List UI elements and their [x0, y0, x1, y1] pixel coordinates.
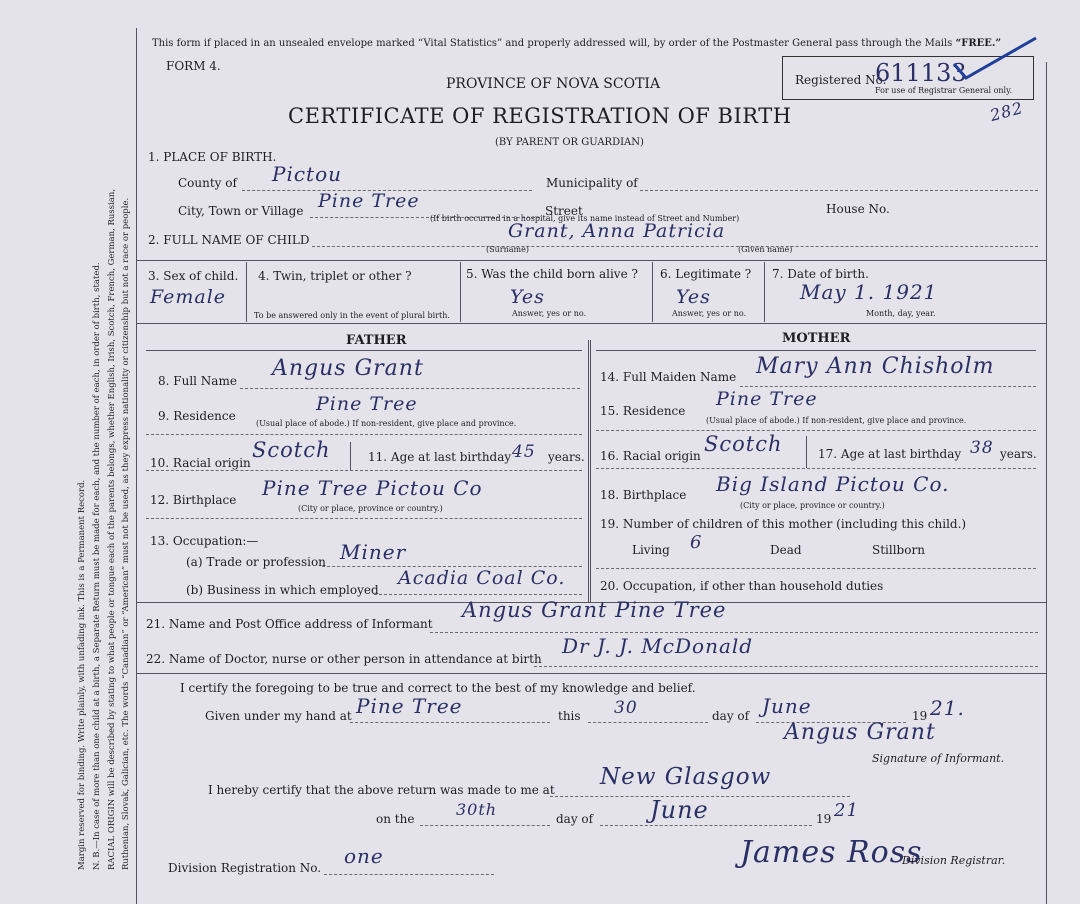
mother-racial-divider [806, 436, 807, 468]
mother-residence-note: (Usual place of abode.) If non-resident, give place and province. [706, 416, 967, 425]
registrar-day-of-label: day of [556, 812, 594, 826]
registrar-year-prefix: 19 [816, 812, 832, 826]
rule-1 [136, 260, 1046, 261]
left-border [136, 28, 137, 904]
living-value: 6 [690, 532, 703, 553]
doctor-line [534, 666, 1038, 667]
year-value: 21. [930, 696, 965, 720]
father-business-value: Acadia Coal Co. [398, 567, 566, 589]
divider-2 [460, 262, 461, 322]
margin-note-1: Margin reserved for binding. Write plainly, with unfading ink. This is a Permanent Record. [77, 479, 87, 870]
mother-residence-label: 15. Residence [600, 404, 686, 418]
registrar-signature-label: Division Registrar. [902, 854, 1006, 867]
father-trade-value: Miner [340, 540, 407, 564]
divider-4 [764, 262, 765, 322]
informant-line [430, 632, 1038, 633]
father-row-line-1 [146, 434, 582, 435]
father-birthplace-label: 12. Birthplace [150, 493, 237, 507]
certify-text: I certify the foregoing to be true and correct to the best of my knowledge and belief. [180, 681, 696, 695]
father-trade-label: (a) Trade or profession [186, 555, 326, 569]
father-age-unit: years. [548, 450, 585, 464]
given-place-line [350, 722, 550, 723]
legitimate-label: 6. Legitimate ? [660, 267, 752, 281]
registered-label: Registered No. [795, 73, 887, 87]
mother-children-label: 19. Number of children of this mother (including this child.) [600, 517, 967, 531]
division-value: one [344, 844, 384, 868]
mother-age-value: 38 [970, 438, 994, 458]
this-label: this [558, 709, 581, 723]
doctor-label: 22. Name of Doctor, nurse or other person in attendance at birth [146, 652, 542, 666]
father-name-value: Angus Grant [272, 356, 424, 381]
father-row-line-3 [146, 518, 582, 519]
registrar-day-line [420, 825, 550, 826]
mother-racial-label: 16. Racial origin [600, 449, 701, 463]
registered-number: 611133 [875, 59, 967, 87]
municipality-label: Municipality of [546, 176, 638, 190]
mother-residence-value: Pine Tree [716, 388, 818, 410]
form-number: FORM 4. [166, 59, 221, 73]
twin-label: 4. Twin, triplet or other ? [258, 269, 412, 283]
father-heading: FATHER [346, 333, 407, 348]
given-name-note: (Given name) [738, 245, 793, 254]
postal-note: This form if placed in an unsealed envelope marked “Vital Statistics” and properly addressed will, by order of the Postmaster General pass through the Mails “FREE.” [152, 38, 1002, 49]
father-age-value: 45 [512, 442, 536, 462]
registrar-certify-text: I hereby certify that the above return was made to me at [208, 783, 555, 797]
county-label: County of [178, 176, 237, 190]
mother-age-label: 17. Age at last birthday [818, 447, 962, 461]
father-business-line [374, 594, 582, 595]
mother-rule [596, 350, 1036, 351]
place-of-birth-heading: 1. PLACE OF BIRTH. [148, 150, 277, 164]
surname-note: (Surname) [486, 245, 529, 254]
day-line [588, 722, 708, 723]
registrar-note: For use of Registrar General only. [875, 86, 1013, 95]
mother-occupation-label: 20. Occupation, if other than household duties [600, 579, 884, 593]
street-label: Street [545, 204, 583, 218]
legitimate-note: Answer, yes or no. [672, 309, 747, 318]
twin-note: To be answered only in the event of plural birth. [254, 311, 450, 320]
house-label: House No. [826, 202, 890, 216]
mother-birthplace-label: 18. Birthplace [600, 488, 687, 502]
registrar-month-line [600, 825, 812, 826]
year-prefix: 19 [912, 709, 928, 723]
registrar-month-value: June [650, 796, 709, 824]
father-racial-value: Scotch [252, 438, 331, 462]
child-name-line [312, 246, 1038, 247]
father-birthplace-value: Pine Tree Pictou Co [262, 476, 483, 500]
month-value: June [762, 694, 812, 718]
mother-heading: MOTHER [782, 331, 851, 346]
city-label: City, Town or Village [178, 204, 304, 218]
sex-label: 3. Sex of child. [148, 269, 239, 283]
father-name-line [240, 388, 580, 389]
mother-row-line-3 [596, 568, 1036, 569]
division-label: Division Registration No. [168, 861, 322, 875]
corner-mark: 282 [987, 97, 1026, 126]
county-value: Pictou [272, 162, 343, 186]
child-name-label: 2. FULL NAME OF CHILD [148, 233, 310, 247]
mother-age-unit: years. [1000, 447, 1037, 461]
legitimate-value: Yes [676, 286, 711, 308]
rule-4 [136, 673, 1046, 674]
divider-3 [652, 262, 653, 322]
father-residence-label: 9. Residence [158, 409, 236, 423]
check-mark-icon [950, 34, 1040, 84]
on-the-label: on the [376, 812, 415, 826]
informant-value: Angus Grant Pine Tree [462, 598, 727, 622]
alive-value: Yes [510, 286, 545, 308]
father-residence-value: Pine Tree [316, 393, 418, 415]
day-of-label: day of [712, 709, 750, 723]
margin-note-3: RACIAL ORIGIN will be described by stating to what people or tongue each of the parents belongs, whether English, Irish, Scotch, French, German, Russian, [107, 188, 117, 870]
division-line [324, 874, 494, 875]
informant-label: 21. Name and Post Office address of Informant [146, 617, 433, 631]
registrar-year-value: 21 [834, 800, 859, 821]
margin-note-4: Ruthenian, Slovak, Galician, etc. The words “Canadian” or “American” must not be used, as they express nationality or citizenship but not a race or people. [121, 197, 131, 870]
certificate-title: CERTIFICATE OF REGISTRATION OF BIRTH [288, 104, 792, 128]
father-birthplace-note: (City or place, province or country.) [298, 504, 443, 513]
stillborn-label: Stillborn [872, 543, 925, 557]
informant-signature: Angus Grant [784, 720, 936, 745]
dob-value: May 1. 1921 [800, 280, 938, 304]
mother-name-line [740, 386, 1036, 387]
father-rule [146, 350, 582, 351]
mother-row-line-2 [596, 468, 1036, 469]
certificate-subtitle: (BY PARENT OR GUARDIAN) [495, 137, 644, 148]
father-row-line-2 [146, 470, 582, 471]
dob-note: Month, day, year. [866, 309, 936, 318]
father-name-label: 8. Full Name [158, 374, 237, 388]
municipality-line [640, 190, 1038, 191]
father-racial-divider [350, 442, 351, 470]
margin-notes [0, 0, 140, 904]
hospital-note: (If birth occurred in a hospital, give its name instead of Street and Number) [430, 214, 740, 223]
living-label: Living [632, 543, 670, 557]
alive-label: 5. Was the child born alive ? [466, 267, 638, 281]
sex-value: Female [150, 286, 227, 308]
doctor-value: Dr J. J. McDonald [562, 634, 754, 658]
registrar-day-value: 30th [456, 800, 498, 819]
rule-2 [136, 323, 1046, 324]
signature-label: Signature of Informant. [872, 752, 1005, 765]
given-label: Given under my hand at [205, 709, 352, 723]
mother-row-line-1 [596, 430, 1036, 431]
mother-name-value: Mary Ann Chisholm [756, 354, 995, 379]
city-value: Pine Tree [318, 190, 420, 212]
registrar-place-value: New Glasgow [600, 764, 772, 790]
mother-birthplace-note: (City or place, province or country.) [740, 501, 885, 510]
right-border [1046, 62, 1047, 904]
given-place-value: Pine Tree [356, 694, 463, 718]
mother-birthplace-value: Big Island Pictou Co. [716, 472, 950, 496]
dob-label: 7. Date of birth. [772, 267, 869, 281]
father-residence-note: (Usual place of abode.) If non-resident, give place and province. [256, 419, 517, 428]
day-value: 30 [614, 698, 638, 718]
province-heading: PROVINCE OF NOVA SCOTIA [446, 76, 661, 92]
child-name-value: Grant, Anna Patricia [508, 220, 726, 242]
parents-divider [588, 340, 591, 602]
father-occupation-label: 13. Occupation:— [150, 534, 259, 548]
mother-racial-value: Scotch [704, 432, 783, 456]
father-age-label: 11. Age at last birthday [368, 450, 512, 464]
dead-label: Dead [770, 543, 802, 557]
alive-note: Answer, yes or no. [512, 309, 587, 318]
mother-name-label: 14. Full Maiden Name [600, 370, 737, 384]
registrar-signature: James Ross [740, 835, 923, 870]
father-business-label: (b) Business in which employed [186, 583, 379, 597]
father-racial-label: 10. Racial origin [150, 456, 251, 470]
margin-note-2: N. B.—In case of more than one child at a birth, a Separate Return must be made for each, and the number of each, in order of birth, stated. [92, 262, 102, 870]
divider-1 [246, 262, 247, 322]
